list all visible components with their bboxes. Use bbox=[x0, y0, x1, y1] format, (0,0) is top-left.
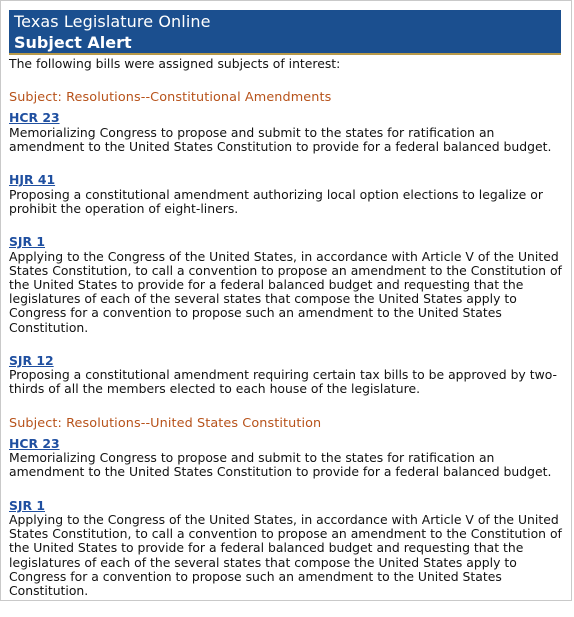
bill-caption: Memorializing Congress to propose and submit to the states for ratification an amendment to the United States Constitution to provide for a federal balanced budget. bbox=[9, 450, 552, 480]
bill-link[interactable]: SJR 1 bbox=[9, 497, 46, 513]
bill-item bbox=[9, 499, 565, 599]
subject-heading: Subject: Resolutions--Constitutional Amendments bbox=[9, 90, 332, 106]
page-title: Subject Alert bbox=[14, 33, 132, 52]
bill-link[interactable]: HCR 23 bbox=[9, 435, 60, 451]
bill-link[interactable]: HCR 23 bbox=[9, 110, 60, 126]
bill-link[interactable]: SJR 12 bbox=[9, 352, 54, 368]
header-banner bbox=[9, 10, 561, 55]
bill-caption: Memorializing Congress to propose and submit to the states for ratification an amendment to the United States Constitution to provide for a federal balanced budget. bbox=[9, 124, 552, 154]
bill-caption: Proposing a constitutional amendment requiring certain tax bills to be approved by two-thirds of all the members elected to each house of the legislature. bbox=[9, 367, 557, 397]
subject-heading: Subject: Resolutions--United States Constitution bbox=[9, 415, 322, 431]
subject-group bbox=[9, 416, 565, 599]
intro-text: The following bills were assigned subjects of interest: bbox=[9, 56, 341, 71]
bill-item bbox=[9, 173, 565, 216]
bill-caption: Applying to the Congress of the United States, in accordance with Article V of the United States Constitution, to call a convention to propose an amendment to the Constitution of the United States to provide for a federal balanced budget and requesting that the legislatures of each of the several states that compose the United States apply to Congress for a convention to propose such an amendment to the United States Constitution. bbox=[9, 512, 562, 599]
bill-caption: Applying to the Congress of the United States, in accordance with Article V of the United States Constitution, to call a convention to propose an amendment to the Constitution of the United States to provide for a federal balanced budget and requesting that the legislatures of each of the several states that compose the United States apply to Congress for a convention to propose such an amendment to the United States Constitution. bbox=[9, 248, 562, 335]
bill-item bbox=[9, 111, 565, 154]
bill-item bbox=[9, 235, 565, 335]
site-title: Texas Legislature Online bbox=[14, 12, 211, 31]
bill-item bbox=[9, 437, 565, 480]
bill-item bbox=[9, 354, 565, 397]
bill-link[interactable]: SJR 1 bbox=[9, 234, 46, 250]
bill-link[interactable]: HJR 41 bbox=[9, 172, 56, 188]
bill-caption: Proposing a constitutional amendment authorizing local option elections to legalize or prohibit the operation of eight-liners. bbox=[9, 186, 543, 216]
main-content bbox=[9, 57, 565, 617]
subject-group bbox=[9, 90, 565, 396]
